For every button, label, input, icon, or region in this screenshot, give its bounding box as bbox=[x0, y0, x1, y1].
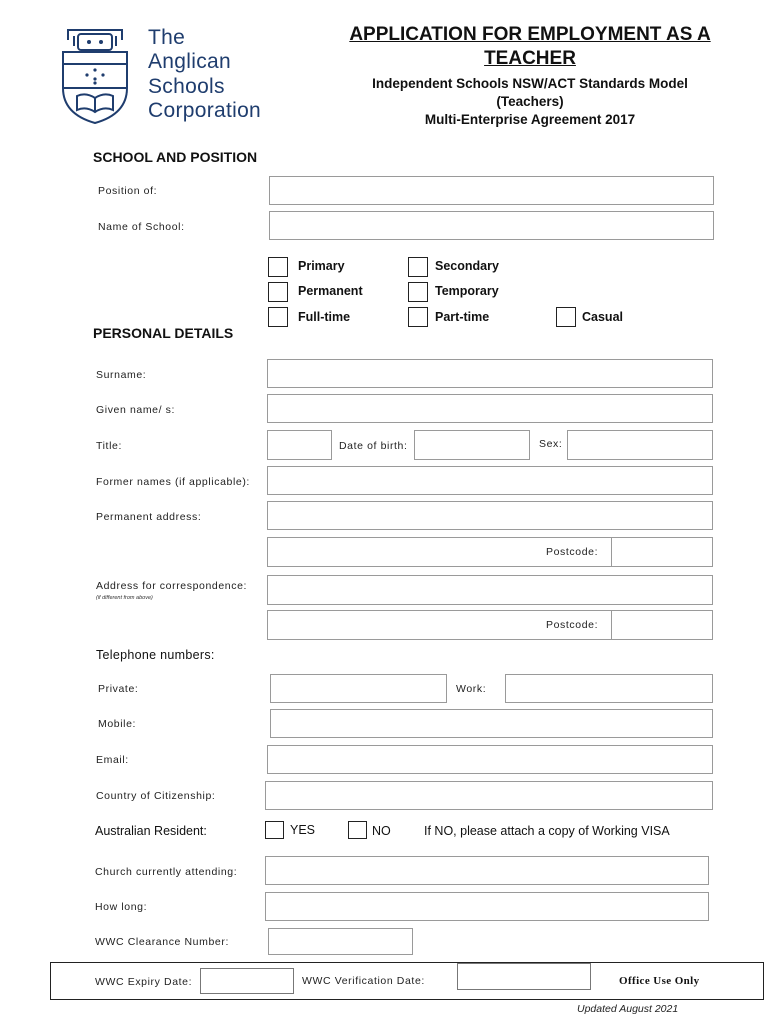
email-label: Email: bbox=[96, 754, 129, 766]
surname-label: Surname: bbox=[96, 369, 147, 381]
wwc-number-input[interactable] bbox=[268, 928, 413, 955]
position-label: Position of: bbox=[98, 185, 158, 197]
primary-label: Primary bbox=[298, 259, 345, 273]
work-phone-label: Work: bbox=[456, 683, 487, 695]
correspondence-address-input[interactable] bbox=[267, 575, 713, 605]
private-phone-label: Private: bbox=[98, 683, 139, 695]
position-input[interactable] bbox=[269, 176, 714, 205]
subtitle-line1: Independent Schools NSW/ACT Standards Model bbox=[372, 76, 688, 91]
page-title-line2: TEACHER bbox=[484, 48, 576, 69]
school-name-input[interactable] bbox=[269, 211, 714, 240]
title-label: Title: bbox=[96, 440, 122, 452]
postcode-input-1[interactable] bbox=[611, 537, 713, 567]
mobile-input[interactable] bbox=[270, 709, 713, 738]
secondary-label: Secondary bbox=[435, 259, 499, 273]
sex-label: Sex: bbox=[539, 438, 563, 450]
subtitle-line2: (Teachers) bbox=[496, 94, 564, 109]
correspondence-address-label: Address for correspondence: bbox=[96, 580, 248, 592]
parttime-checkbox[interactable] bbox=[408, 307, 428, 327]
parttime-label: Part-time bbox=[435, 310, 490, 324]
how-long-input[interactable] bbox=[265, 892, 709, 921]
mobile-label: Mobile: bbox=[98, 718, 137, 730]
former-names-input[interactable] bbox=[267, 466, 713, 495]
temporary-checkbox[interactable] bbox=[408, 282, 428, 302]
logo-text-anglican: Anglican bbox=[148, 50, 231, 73]
section-heading-school-position: SCHOOL AND POSITION bbox=[93, 149, 258, 165]
given-names-input[interactable] bbox=[267, 394, 713, 423]
wwc-verification-label: WWC Verification Date: bbox=[302, 975, 425, 987]
dob-label: Date of birth: bbox=[339, 440, 408, 452]
permanent-address-input[interactable] bbox=[267, 501, 713, 530]
work-phone-input[interactable] bbox=[505, 674, 713, 703]
postcode-label-1: Postcode: bbox=[546, 546, 599, 558]
wwc-expiry-input[interactable] bbox=[200, 968, 294, 994]
private-phone-input[interactable] bbox=[270, 674, 447, 703]
correspondence-note: (if different from above) bbox=[96, 595, 153, 601]
subtitle-line3: Multi-Enterprise Agreement 2017 bbox=[424, 112, 636, 127]
resident-yes-checkbox[interactable] bbox=[265, 821, 284, 839]
title-input[interactable] bbox=[267, 430, 332, 460]
citizenship-label: Country of Citizenship: bbox=[96, 790, 216, 802]
school-name-label: Name of School: bbox=[98, 221, 185, 233]
updated-date: Updated August 2021 bbox=[577, 1003, 679, 1015]
email-input[interactable] bbox=[267, 745, 713, 774]
dob-input[interactable] bbox=[414, 430, 530, 460]
wwc-verification-input[interactable] bbox=[457, 963, 591, 990]
telephone-numbers-heading: Telephone numbers: bbox=[96, 648, 215, 662]
church-label: Church currently attending: bbox=[95, 866, 238, 878]
surname-input[interactable] bbox=[267, 359, 713, 388]
fulltime-checkbox[interactable] bbox=[268, 307, 288, 327]
logo-text-schools: Schools bbox=[148, 75, 225, 98]
office-use-only-label: Office Use Only bbox=[619, 975, 700, 987]
postcode-input-2[interactable] bbox=[611, 610, 713, 640]
former-names-label: Former names (if applicable): bbox=[96, 476, 250, 488]
primary-checkbox[interactable] bbox=[268, 257, 288, 277]
section-heading-personal-details: PERSONAL DETAILS bbox=[93, 325, 234, 341]
permanent-checkbox[interactable] bbox=[268, 282, 288, 302]
logo-text-the: The bbox=[148, 26, 186, 49]
page-title-line1: APPLICATION FOR EMPLOYMENT AS A bbox=[349, 24, 711, 45]
fulltime-label: Full-time bbox=[298, 310, 351, 324]
church-input[interactable] bbox=[265, 856, 709, 885]
how-long-label: How long: bbox=[95, 901, 148, 913]
crest-icon bbox=[60, 26, 130, 126]
temporary-label: Temporary bbox=[435, 284, 499, 298]
resident-no-label: NO bbox=[372, 824, 391, 838]
given-names-label: Given name/ s: bbox=[96, 404, 176, 416]
citizenship-input[interactable] bbox=[265, 781, 713, 810]
visa-note: If NO, please attach a copy of Working VISA bbox=[424, 824, 670, 838]
postcode-label-2: Postcode: bbox=[546, 619, 599, 631]
permanent-address-label: Permanent address: bbox=[96, 511, 202, 523]
permanent-label: Permanent bbox=[298, 284, 363, 298]
office-use-panel bbox=[50, 962, 764, 1000]
wwc-number-label: WWC Clearance Number: bbox=[95, 936, 229, 948]
resident-no-checkbox[interactable] bbox=[348, 821, 367, 839]
sex-input[interactable] bbox=[567, 430, 713, 460]
casual-label: Casual bbox=[582, 310, 623, 324]
australian-resident-label: Australian Resident: bbox=[95, 824, 207, 838]
wwc-expiry-label: WWC Expiry Date: bbox=[95, 976, 193, 988]
secondary-checkbox[interactable] bbox=[408, 257, 428, 277]
resident-yes-label: YES bbox=[290, 823, 316, 837]
logo-text-corporation: Corporation bbox=[148, 99, 262, 122]
casual-checkbox[interactable] bbox=[556, 307, 576, 327]
